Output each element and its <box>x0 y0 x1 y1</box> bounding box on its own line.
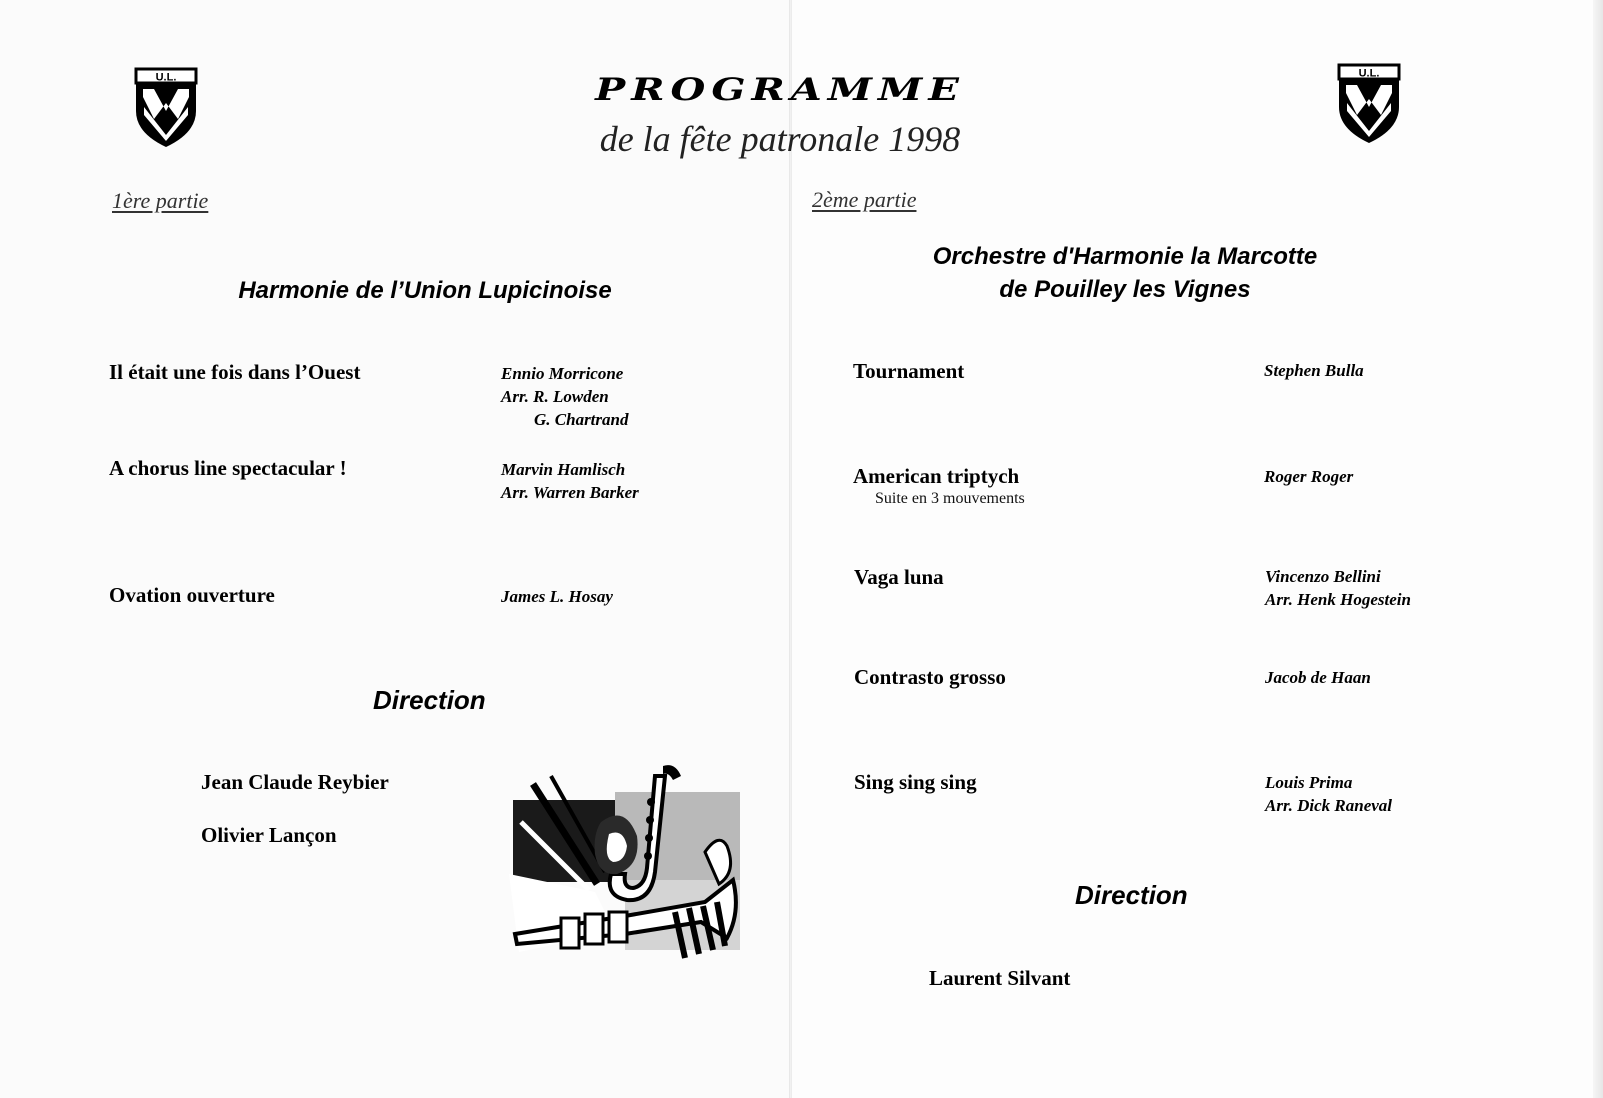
part2-piece-4-title: Contrasto grosso <box>854 665 1006 689</box>
part1-piece-1-title: Il était une fois dans l’Ouest <box>109 360 361 384</box>
credit-composer: Roger Roger <box>1264 467 1354 486</box>
credit-composer: James L. Hosay <box>501 587 613 606</box>
part2-piece-2-title: American triptych <box>853 464 1020 488</box>
part1-piece-3-credits <box>501 585 613 608</box>
right-page <box>790 0 1603 1098</box>
part2-ensemble-line2: de Pouilley les Vignes <box>999 276 1251 303</box>
part1-conductor-1: Jean Claude Reybier <box>201 770 389 794</box>
credit-composer: Vincenzo Bellini <box>1265 567 1381 586</box>
part2-piece-3-credits <box>1265 565 1411 611</box>
part2-piece-4-credits <box>1265 666 1371 689</box>
credit-composer: Louis Prima <box>1265 773 1353 792</box>
crest-text: U.L. <box>155 71 177 84</box>
part1-piece-3-title: Ovation ouverture <box>109 583 275 607</box>
part2-piece-5-title: Sing sing sing <box>854 770 977 794</box>
crest-text: U.L. <box>1358 67 1380 80</box>
part1-piece-2-title: A chorus line spectacular ! <box>109 456 347 480</box>
part2-label: 2ème partie <box>812 187 917 212</box>
credit-arranger-2: G. Chartrand <box>534 410 629 429</box>
credit-arranger: Arr. Warren Barker <box>501 483 639 502</box>
credit-composer: Marvin Hamlisch <box>501 460 626 479</box>
ul-shield-crest-icon <box>134 67 198 149</box>
programme-subtitle: de la fête patronale 1998 <box>599 119 961 159</box>
part1-ensemble: Harmonie de l’Union Lupicinoise <box>238 277 612 304</box>
paper-edge <box>1593 0 1603 1098</box>
part2-ensemble <box>900 240 1350 306</box>
part2-piece-2-subtitle: Suite en 3 mouvements <box>875 490 1025 507</box>
credit-composer: Stephen Bulla <box>1264 361 1364 380</box>
part2-direction-heading: Direction <box>1075 880 1188 910</box>
programme-title: PROGRAMME <box>595 71 965 108</box>
part1-piece-2-credits <box>501 458 639 504</box>
part1-direction-heading: Direction <box>373 685 486 715</box>
part1-label: 1ère partie <box>112 188 209 213</box>
credit-arranger: Arr. Henk Hogestein <box>1265 590 1411 609</box>
part2-piece-1-title: Tournament <box>853 359 965 383</box>
credit-composer: Jacob de Haan <box>1265 668 1371 687</box>
credit-arranger: Arr. R. Lowden <box>501 387 609 406</box>
brass-instruments-illustration <box>505 762 745 970</box>
part2-conductor-1: Laurent Silvant <box>929 966 1071 990</box>
part1-piece-1-credits <box>501 362 628 431</box>
ul-shield-crest-icon <box>1337 63 1401 145</box>
part2-piece-5-credits <box>1265 771 1392 817</box>
credit-composer: Ennio Morricone <box>501 364 624 383</box>
part1-conductor-2: Olivier Lançon <box>201 823 337 847</box>
credit-arranger: Arr. Dick Raneval <box>1265 796 1393 815</box>
part2-ensemble-line1: Orchestre d'Harmonie la Marcotte <box>932 243 1318 270</box>
page-fold <box>789 0 792 1098</box>
part2-piece-1-credits <box>1264 359 1364 382</box>
part2-piece-2-credits <box>1264 465 1353 488</box>
part2-piece-3-title: Vaga luna <box>854 565 944 589</box>
